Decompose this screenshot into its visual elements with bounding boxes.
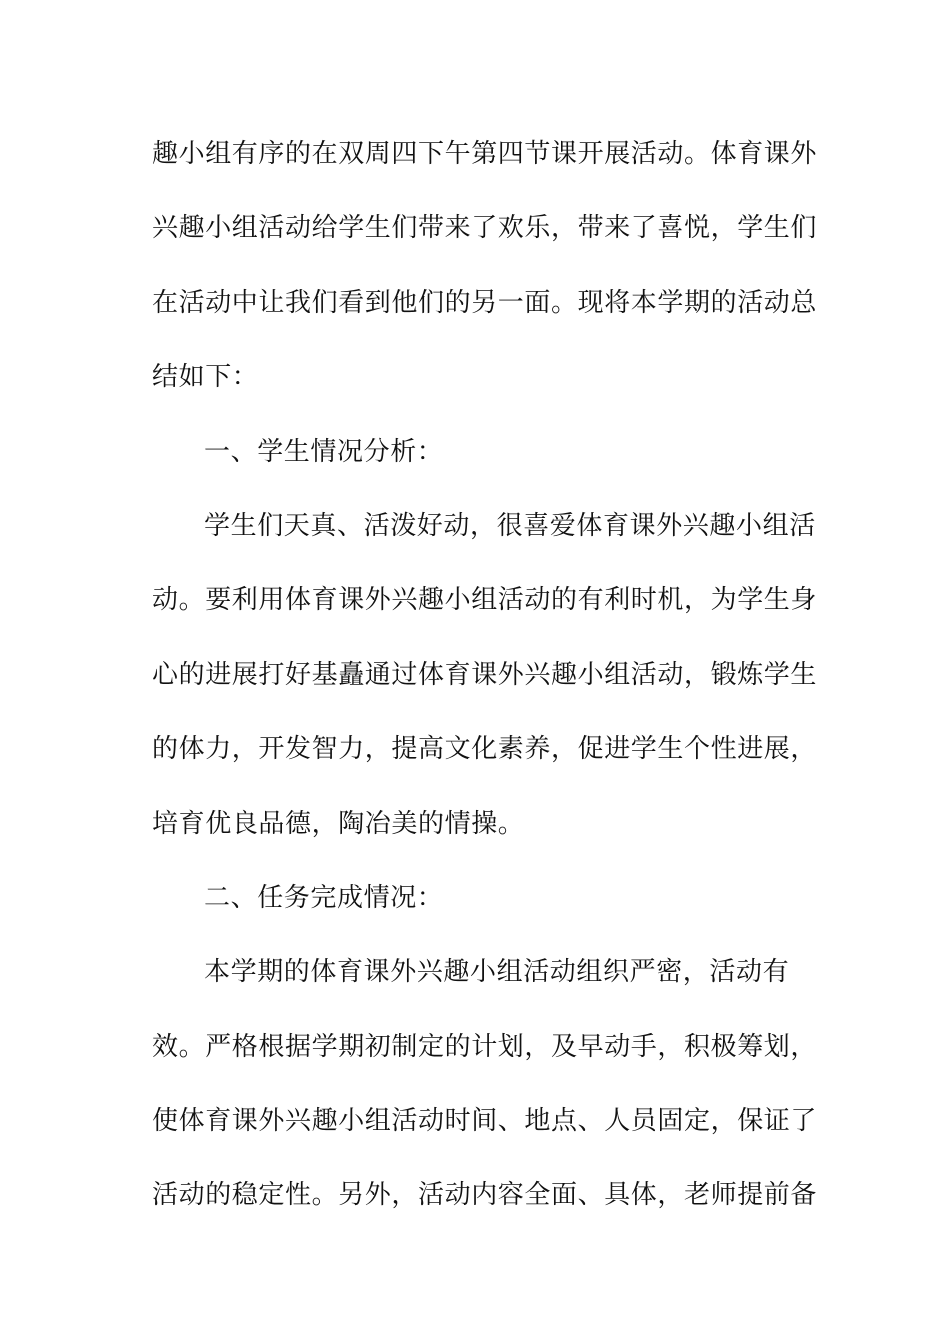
- text-line: 趣小组有序的在双周四下午第四节课开展活动。体育课外: [152, 139, 818, 169]
- document-body: [152, 127, 818, 1243]
- text-line: 效。严格根据学期初制定的计划，及早动手，积极筹划，: [152, 1031, 818, 1062]
- text-line: 的体力，开发智力，提高文化素养，促进学生个性进展，: [152, 734, 818, 765]
- text-line: 心的进展打好基矗通过体育课外兴趣小组活动，锻炼学生: [152, 659, 818, 690]
- text-line: 使体育课外兴趣小组活动时间、地点、人员固定，保证了: [152, 1106, 818, 1137]
- section-heading-student-analysis: 一、学生情况分析：: [204, 436, 444, 467]
- text-line: 培育优良品德，陶冶美的情操。: [152, 808, 525, 839]
- text-line: 本学期的体育课外兴趣小组活动组织严密，活动有: [204, 957, 790, 988]
- text-line: 动。要利用体育课外兴趣小组活动的有利时机，为学生身: [152, 585, 818, 616]
- text-line: 在活动中让我们看到他们的另一面。现将本学期的活动总: [152, 287, 818, 318]
- text-line: 学生们天真、活泼好动，很喜爱体育课外兴趣小组活: [204, 510, 816, 541]
- text-line: 结如下：: [152, 362, 259, 393]
- section-heading-task-completion: 二、任务完成情况：: [204, 882, 444, 913]
- text-line: 活动的稳定性。另外，活动内容全面、具体，老师提前备: [152, 1180, 818, 1211]
- text-line: 兴趣小组活动给学生们带来了欢乐，带来了喜悦，学生们: [152, 213, 818, 244]
